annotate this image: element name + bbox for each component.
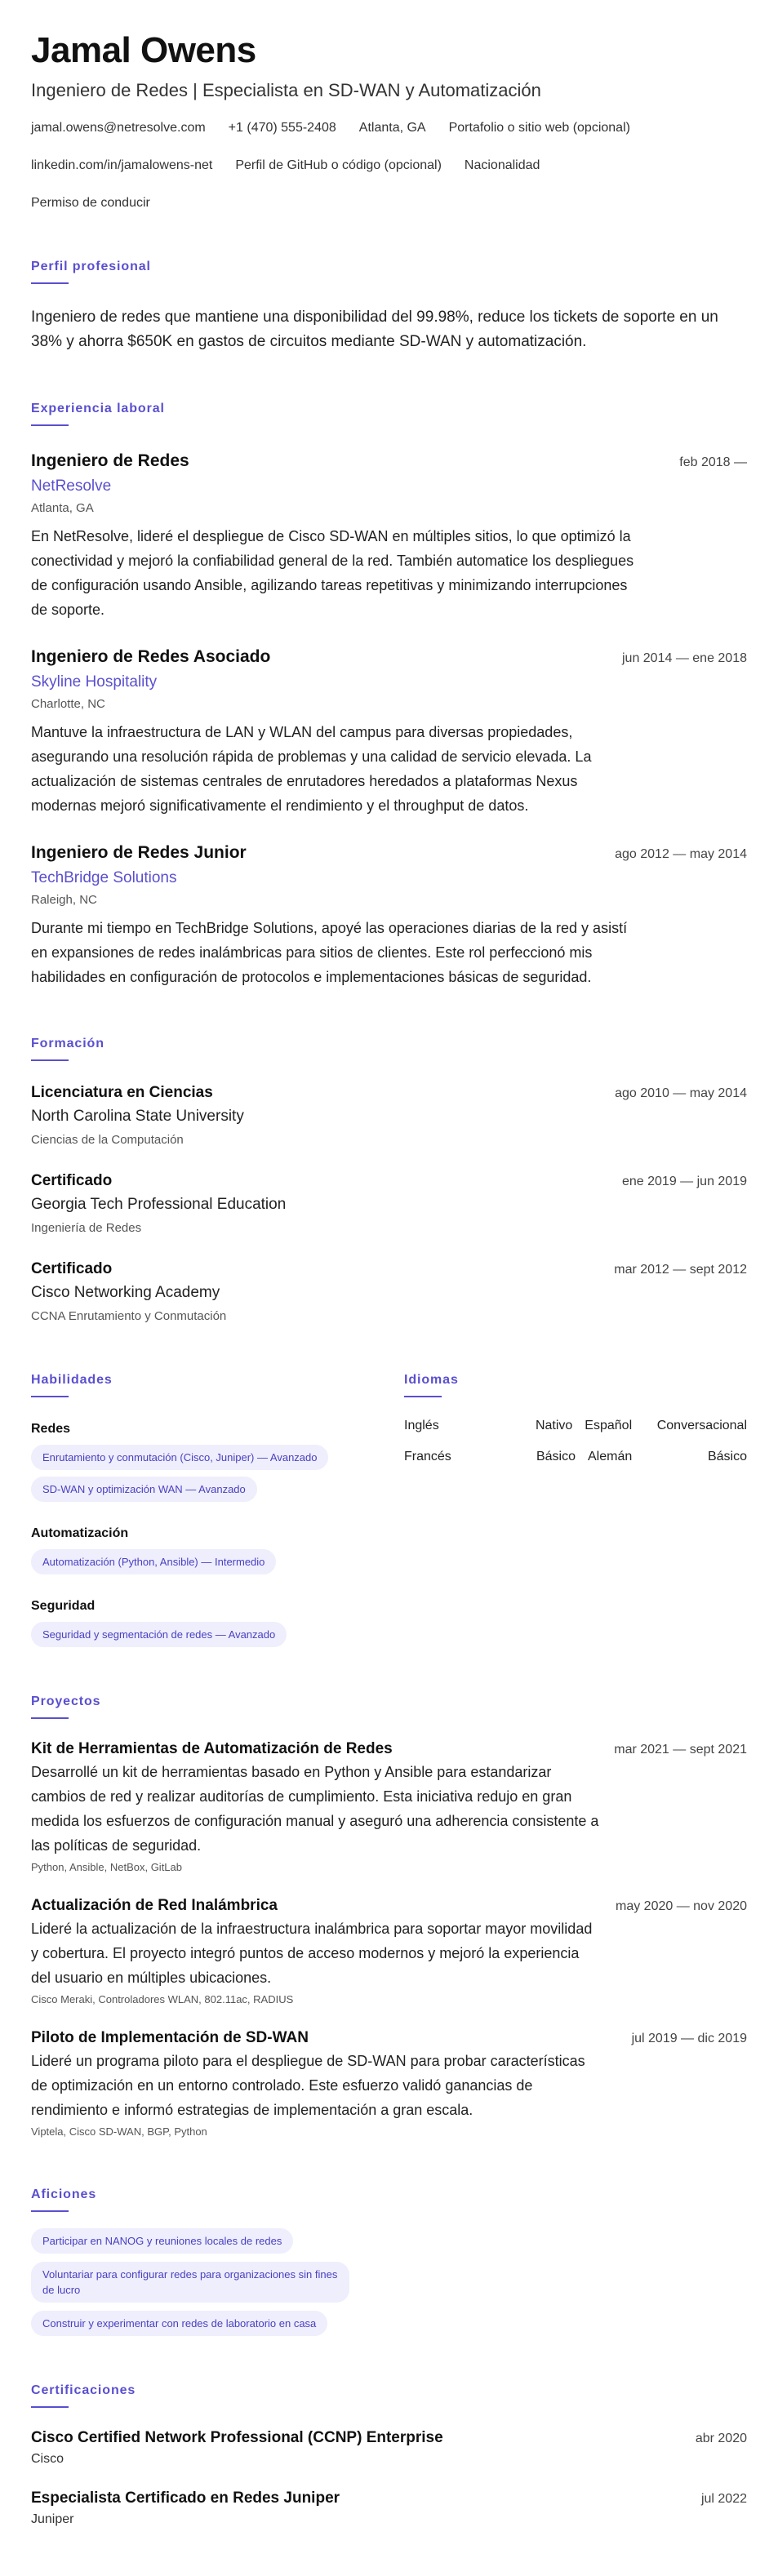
contact-phone: +1 (470) 555-2408 (228, 121, 336, 135)
education-school: Cisco Networking Academy (31, 1284, 220, 1301)
language-name: Francés (404, 1450, 451, 1463)
certification-name: Cisco Certified Network Professional (CCNP) Enterprise (31, 2429, 443, 2446)
job-location: Charlotte, NC (31, 697, 105, 711)
project-title: Kit de Herramientas de Automatización de Redes (31, 1740, 393, 1757)
education-date: ago 2010 — may 2014 (615, 1086, 747, 1100)
section-title: Proyectos (31, 1694, 101, 1708)
language-name: Inglés (404, 1419, 439, 1432)
skills-section (31, 1371, 374, 1647)
candidate-headline: Ingeniero de Redes | Especialista en SD-WAN y Automatización (31, 80, 541, 100)
skill-group-title: Redes (31, 1422, 71, 1436)
education-field: Ingeniería de Redes (31, 1221, 142, 1235)
experience-section (31, 400, 747, 989)
skill-group (31, 1597, 374, 1647)
education-entry (31, 1170, 747, 1237)
education-field: CCNA Enrutamiento y Conmutación (31, 1309, 227, 1323)
job-date: jun 2014 — ene 2018 (621, 651, 747, 665)
job-location: Raleigh, NC (31, 893, 97, 907)
project-entry (31, 2027, 747, 2140)
section-divider (31, 2406, 69, 2408)
section-title: Aficiones (31, 2187, 97, 2201)
language-row (404, 1417, 747, 1435)
section-divider (31, 1059, 69, 1061)
education-section (31, 1035, 747, 1326)
job-entry (31, 449, 747, 622)
projects-section (31, 1693, 747, 2140)
skill-chip: Seguridad y segmentación de redes — Avanzado (31, 1622, 287, 1647)
profile-section (31, 258, 747, 354)
section-title: Idiomas (404, 1373, 459, 1387)
hobbies-section (31, 2186, 747, 2336)
job-date: ago 2012 — may 2014 (615, 847, 747, 861)
language-name: Español (585, 1419, 633, 1432)
section-divider (31, 1717, 69, 1719)
section-divider (31, 1396, 69, 1397)
language-level: Básico (536, 1450, 576, 1463)
hobby-chip: Construir y experimentar con redes de laboratorio en casa (31, 2311, 327, 2336)
certification-entry (31, 2488, 747, 2529)
education-school: North Carolina State University (31, 1108, 244, 1125)
project-title: Actualización de Red Inalámbrica (31, 1897, 278, 1914)
certification-issuer: Juniper (31, 2512, 74, 2526)
language-row (404, 1448, 747, 1466)
section-title: Experiencia laboral (31, 402, 165, 415)
job-title: Ingeniero de Redes (31, 451, 189, 470)
hobby-chip: Voluntariar para configurar redes para organizaciones sin fines de lucro (31, 2262, 349, 2303)
job-description: Mantuve la infraestructura de LAN y WLAN del campus para diversas propiedades, asegurando una resolución rápida de problemas y una calidad de servicio elevada. La actualización de sistemas centrales de enrutadores heredados a plataformas Nexus modernas mejoró significativamente el rendimiento y el throughput de datos. (31, 724, 592, 814)
job-date: feb 2018 — (679, 455, 747, 469)
section-divider (31, 424, 69, 426)
language-name: Alemán (588, 1450, 633, 1463)
certification-date: jul 2022 (700, 2492, 747, 2506)
job-description: Durante mi tiempo en TechBridge Solutions, apoyé las operaciones diarias de la red y asistí en expansiones de redes inalámbricas para sitios de clientes. Este rol perfeccionó mis habilidades en configuración de protocolos e implementaciones básicas de seguridad. (31, 920, 628, 985)
skill-group-title: Automatización (31, 1526, 129, 1540)
job-company: NetResolve (31, 477, 112, 495)
contact-website: Portafolio o sitio web (opcional) (448, 121, 630, 135)
language-level: Básico (707, 1450, 747, 1463)
contact-linkedin: linkedin.com/in/jamalowens-net (31, 158, 213, 172)
job-company: Skyline Hospitality (31, 673, 158, 691)
project-entry (31, 1739, 747, 1876)
project-description: Desarrollé un kit de herramientas basado en Python y Ansible para estandarizar cambios de red y realizar auditorías de cumplimiento. Esta iniciativa redujo en gran medida los esfuerzos de configuración manual y aseguró una adherencia consistente a las políticas de seguridad. (31, 1764, 599, 1854)
education-date: mar 2012 — sept 2012 (614, 1263, 747, 1277)
candidate-name: Jamal Owens (31, 30, 256, 70)
project-description: Lideré un programa piloto para el despliegue de SD-WAN para probar características de optimización en un entorno controlado. Este esfuerzo validó ganancias de rendimiento e informó estrategias de implementación a gran escala. (31, 2053, 585, 2118)
contact-location: Atlanta, GA (358, 121, 426, 135)
section-title: Certificaciones (31, 2383, 136, 2397)
job-company: TechBridge Solutions (31, 869, 177, 886)
contact-github: Perfil de GitHub o código (opcional) (235, 158, 442, 172)
section-title: Perfil profesional (31, 260, 151, 273)
project-tech: Cisco Meraki, Controladores WLAN, 802.11ac, RADIUS (31, 1993, 294, 2005)
language-level: Conversacional (656, 1419, 747, 1432)
project-date: jul 2019 — dic 2019 (631, 2032, 747, 2045)
skill-chip: Automatización (Python, Ansible) — Intermedio (31, 1549, 276, 1574)
education-school: Georgia Tech Professional Education (31, 1196, 287, 1213)
section-divider (31, 2210, 69, 2212)
skill-group (31, 1525, 374, 1574)
job-title: Ingeniero de Redes Junior (31, 843, 247, 862)
contact-info (31, 119, 747, 212)
project-entry (31, 1895, 747, 2008)
education-degree: Licenciatura en Ciencias (31, 1084, 213, 1101)
section-divider (404, 1396, 442, 1397)
certification-issuer: Cisco (31, 2452, 64, 2466)
languages-table (404, 1417, 747, 1466)
section-divider (31, 282, 69, 284)
job-entry (31, 841, 747, 989)
contact-license: Permiso de conducir (31, 196, 150, 210)
section-title: Habilidades (31, 1373, 113, 1387)
project-tech: Python, Ansible, NetBox, GitLab (31, 1861, 182, 1873)
job-description: En NetResolve, lideré el despliegue de Cisco SD-WAN en múltiples sitios, lo que optimizó la conectividad y mejoró la confiabilidad general de la red. También automatice los despliegues de configuración usando Ansible, agilizando tareas repetitivas y minimizando interrupciones de soporte. (31, 528, 634, 618)
hobby-chip: Participar en NANOG y reuniones locales de redes (31, 2228, 293, 2254)
job-location: Atlanta, GA (31, 501, 94, 515)
education-date: ene 2019 — jun 2019 (621, 1175, 747, 1188)
project-description: Lideré la actualización de la infraestructura inalámbrica para soportar mayor movilidad y cobertura. El proyecto integró puntos de acceso modernos y mejoró la experiencia del usuario en múltiples ubicaciones. (31, 1921, 593, 1986)
certifications-section (31, 2382, 747, 2529)
contact-email: jamal.owens@netresolve.com (31, 121, 206, 135)
education-entry (31, 1082, 747, 1149)
profile-summary: Ingeniero de redes que mantiene una disponibilidad del 99.98%, reduce los tickets de soporte en un 38% y ahorra $650K en gastos de circuitos mediante SD-WAN y automatización. (31, 309, 718, 350)
skill-group (31, 1420, 374, 1502)
project-date: may 2020 — nov 2020 (616, 1899, 747, 1913)
languages-section (404, 1371, 747, 1647)
certification-name: Especialista Certificado en Redes Juniper (31, 2489, 340, 2507)
project-title: Piloto de Implementación de SD-WAN (31, 2029, 309, 2046)
project-date: mar 2021 — sept 2021 (614, 1743, 747, 1757)
contact-nationality: Nacionalidad (464, 158, 540, 172)
job-entry (31, 645, 747, 818)
resume-header (31, 29, 747, 212)
skill-group-title: Seguridad (31, 1599, 96, 1613)
skills-languages-row (31, 1371, 747, 1647)
project-tech: Viptela, Cisco SD-WAN, BGP, Python (31, 2125, 207, 2138)
section-title: Formación (31, 1037, 104, 1050)
skill-chip: SD-WAN y optimización WAN — Avanzado (31, 1477, 257, 1502)
certification-entry (31, 2427, 747, 2468)
education-degree: Certificado (31, 1260, 113, 1277)
skill-chip: Enrutamiento y conmutación (Cisco, Juniper) — Avanzado (31, 1445, 328, 1470)
education-entry (31, 1259, 747, 1326)
language-level: Nativo (535, 1419, 573, 1432)
education-field: Ciencias de la Computación (31, 1133, 184, 1147)
certification-date: abr 2020 (695, 2432, 747, 2445)
education-degree: Certificado (31, 1172, 113, 1189)
job-title: Ingeniero de Redes Asociado (31, 647, 271, 666)
